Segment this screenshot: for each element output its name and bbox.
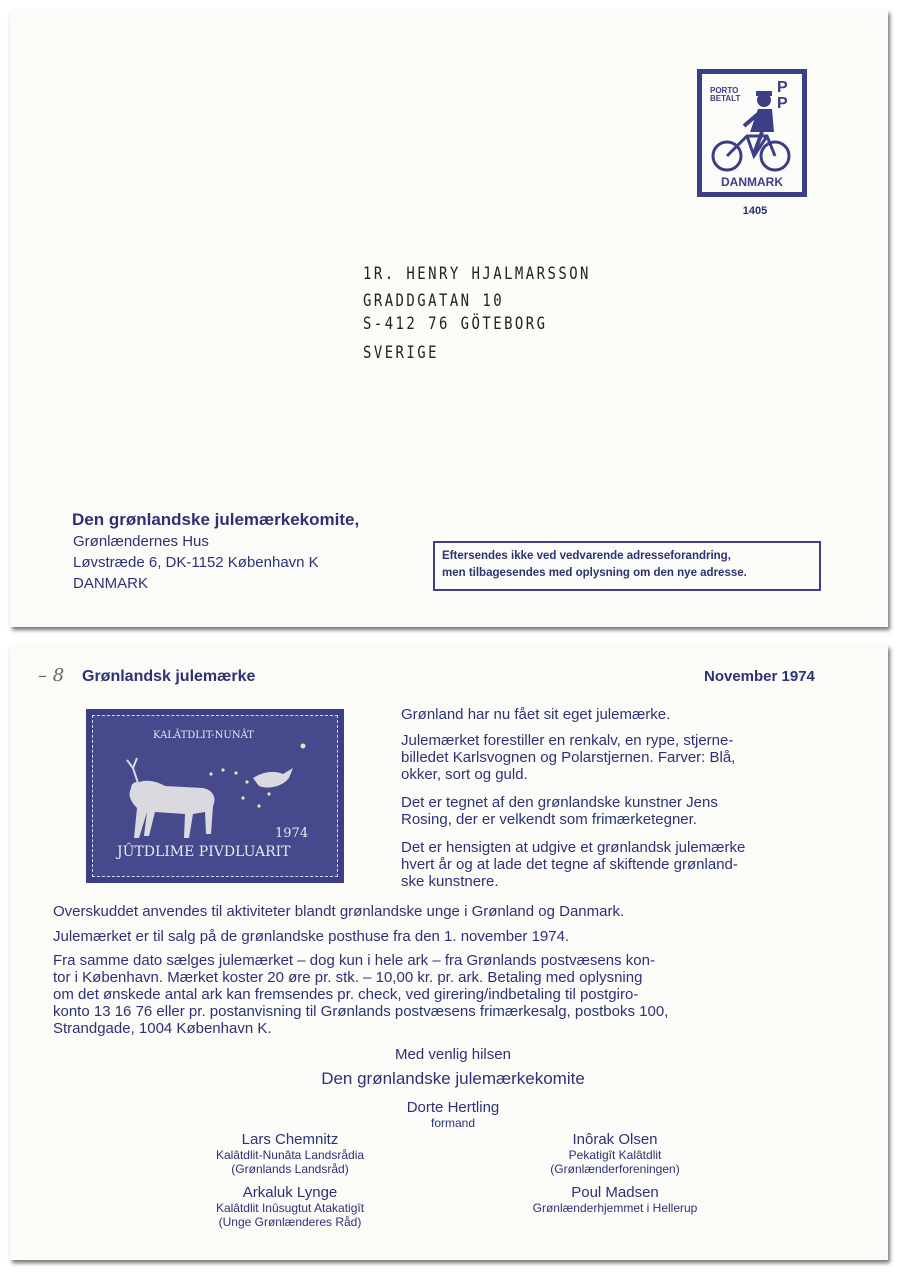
recipient-line-1: 1R. HENRY HJALMARSSON [363,264,591,284]
paragraph-6: Julemærket er til salg på de grønlandske posthuse fra den 1. november 1974. [53,928,570,945]
seal-top-text: KALÂTDLIT-NUNÂT [153,730,254,741]
sender-name: Den grønlandske julemærkekomite, [72,510,360,529]
christmas-seal [86,709,344,883]
signature-inorak-olsen: Inôrak Olsen Pekatigît Kalâtdlit (Grønlænderforeningen) [550,1131,680,1176]
seal-bottom-text: JÛTDLIME PIVDLUARIT [117,844,291,860]
paragraph-5: Overskuddet anvendes til aktiviteter blandt grønlandske unge i Grønland og Danmark. [53,903,625,920]
stamp-country: DANMARK [721,175,783,189]
stamp-pp-label: P P [777,79,788,112]
recipient-line-3: S-412 76 GÖTEBORG [363,314,548,334]
recipient-line-4: SVERIGE [363,343,439,363]
signature-lars-chemnitz: Lars Chemnitz Kalâtdlit-Nunâta Landsrådia (Grønlands Landsråd) [215,1131,365,1176]
back-date: November 1974 [704,668,815,685]
postage-stamp [697,69,807,197]
paragraph-2: Julemærket forestiller en renkalv, en rype, stjerne- billedet Karlsvognen og Polarstjernen. Farver: Blå, okker, sort og guld. [401,732,736,783]
recipient-line-2: GRADDGATAN 10 [363,291,505,311]
signature-arkaluk-lynge: Arkaluk Lynge Kalâtdlit Inûsugtut Atakatigît (Unge Grønlænderes Råd) [215,1184,365,1229]
postcard-front [10,10,888,627]
closing-greeting: Med venlig hilsen [395,1046,511,1063]
paragraph-7: Fra samme dato sælges julemærket – dog kun i hele ark – fra Grønlands postvæsens kon- tor i København. Mærket koster 20 øre pr. stk. – 10,00 kr. pr. ark. Betaling med oplysning om det ønskede antal ark kan fremsendes pr. check, ved girering/indbetaling til postgiro- konto 13 16 76 eller pr. postanvisning til Grønlands postvæsens frimærkesalg, postboks 100, Strandgade, 1004 København K. [53,952,669,1037]
stamp-number: 1405 [742,205,768,217]
seal-year: 1974 [275,826,309,841]
sender-address-line-1: Grønlændernes Hus [73,533,209,550]
signature-chair: Dorte Hertling formand [406,1099,500,1130]
sender-address-line-2: Løvstræde 6, DK-1152 København K [73,554,319,571]
notice-line-2: men tilbagesendes med oplysning om den nye adresse. [442,567,747,579]
paragraph-4: Det er hensigten at udgive et grønlandsk julemærke hvert år og at lade det tegne af skiftende grønland- ske kunstnere. [401,839,746,890]
committee-name: Den grønlandske julemærkekomite [321,1069,585,1088]
paragraph-1: Grønland har nu fået sit eget julemærke. [401,706,671,723]
signature-poul-madsen: Poul Madsen Grønlænderhjemmet i Hellerup [532,1184,698,1215]
postcard-back [10,645,888,1260]
paragraph-3: Det er tegnet af den grønlandske kunstner Jens Rosing, der er velkendt som frimærketegner. [401,794,718,828]
stamp-porto-betalt: PORTO BETALT [710,86,741,103]
back-title: Grønlandsk julemærke [82,668,256,685]
forwarding-notice [433,541,821,591]
notice-line-1: Eftersendes ikke ved vedvarende adresseforandring, [442,550,731,562]
sender-address-line-3: DANMARK [73,575,149,592]
handwritten-mark: – 8 [38,665,65,686]
